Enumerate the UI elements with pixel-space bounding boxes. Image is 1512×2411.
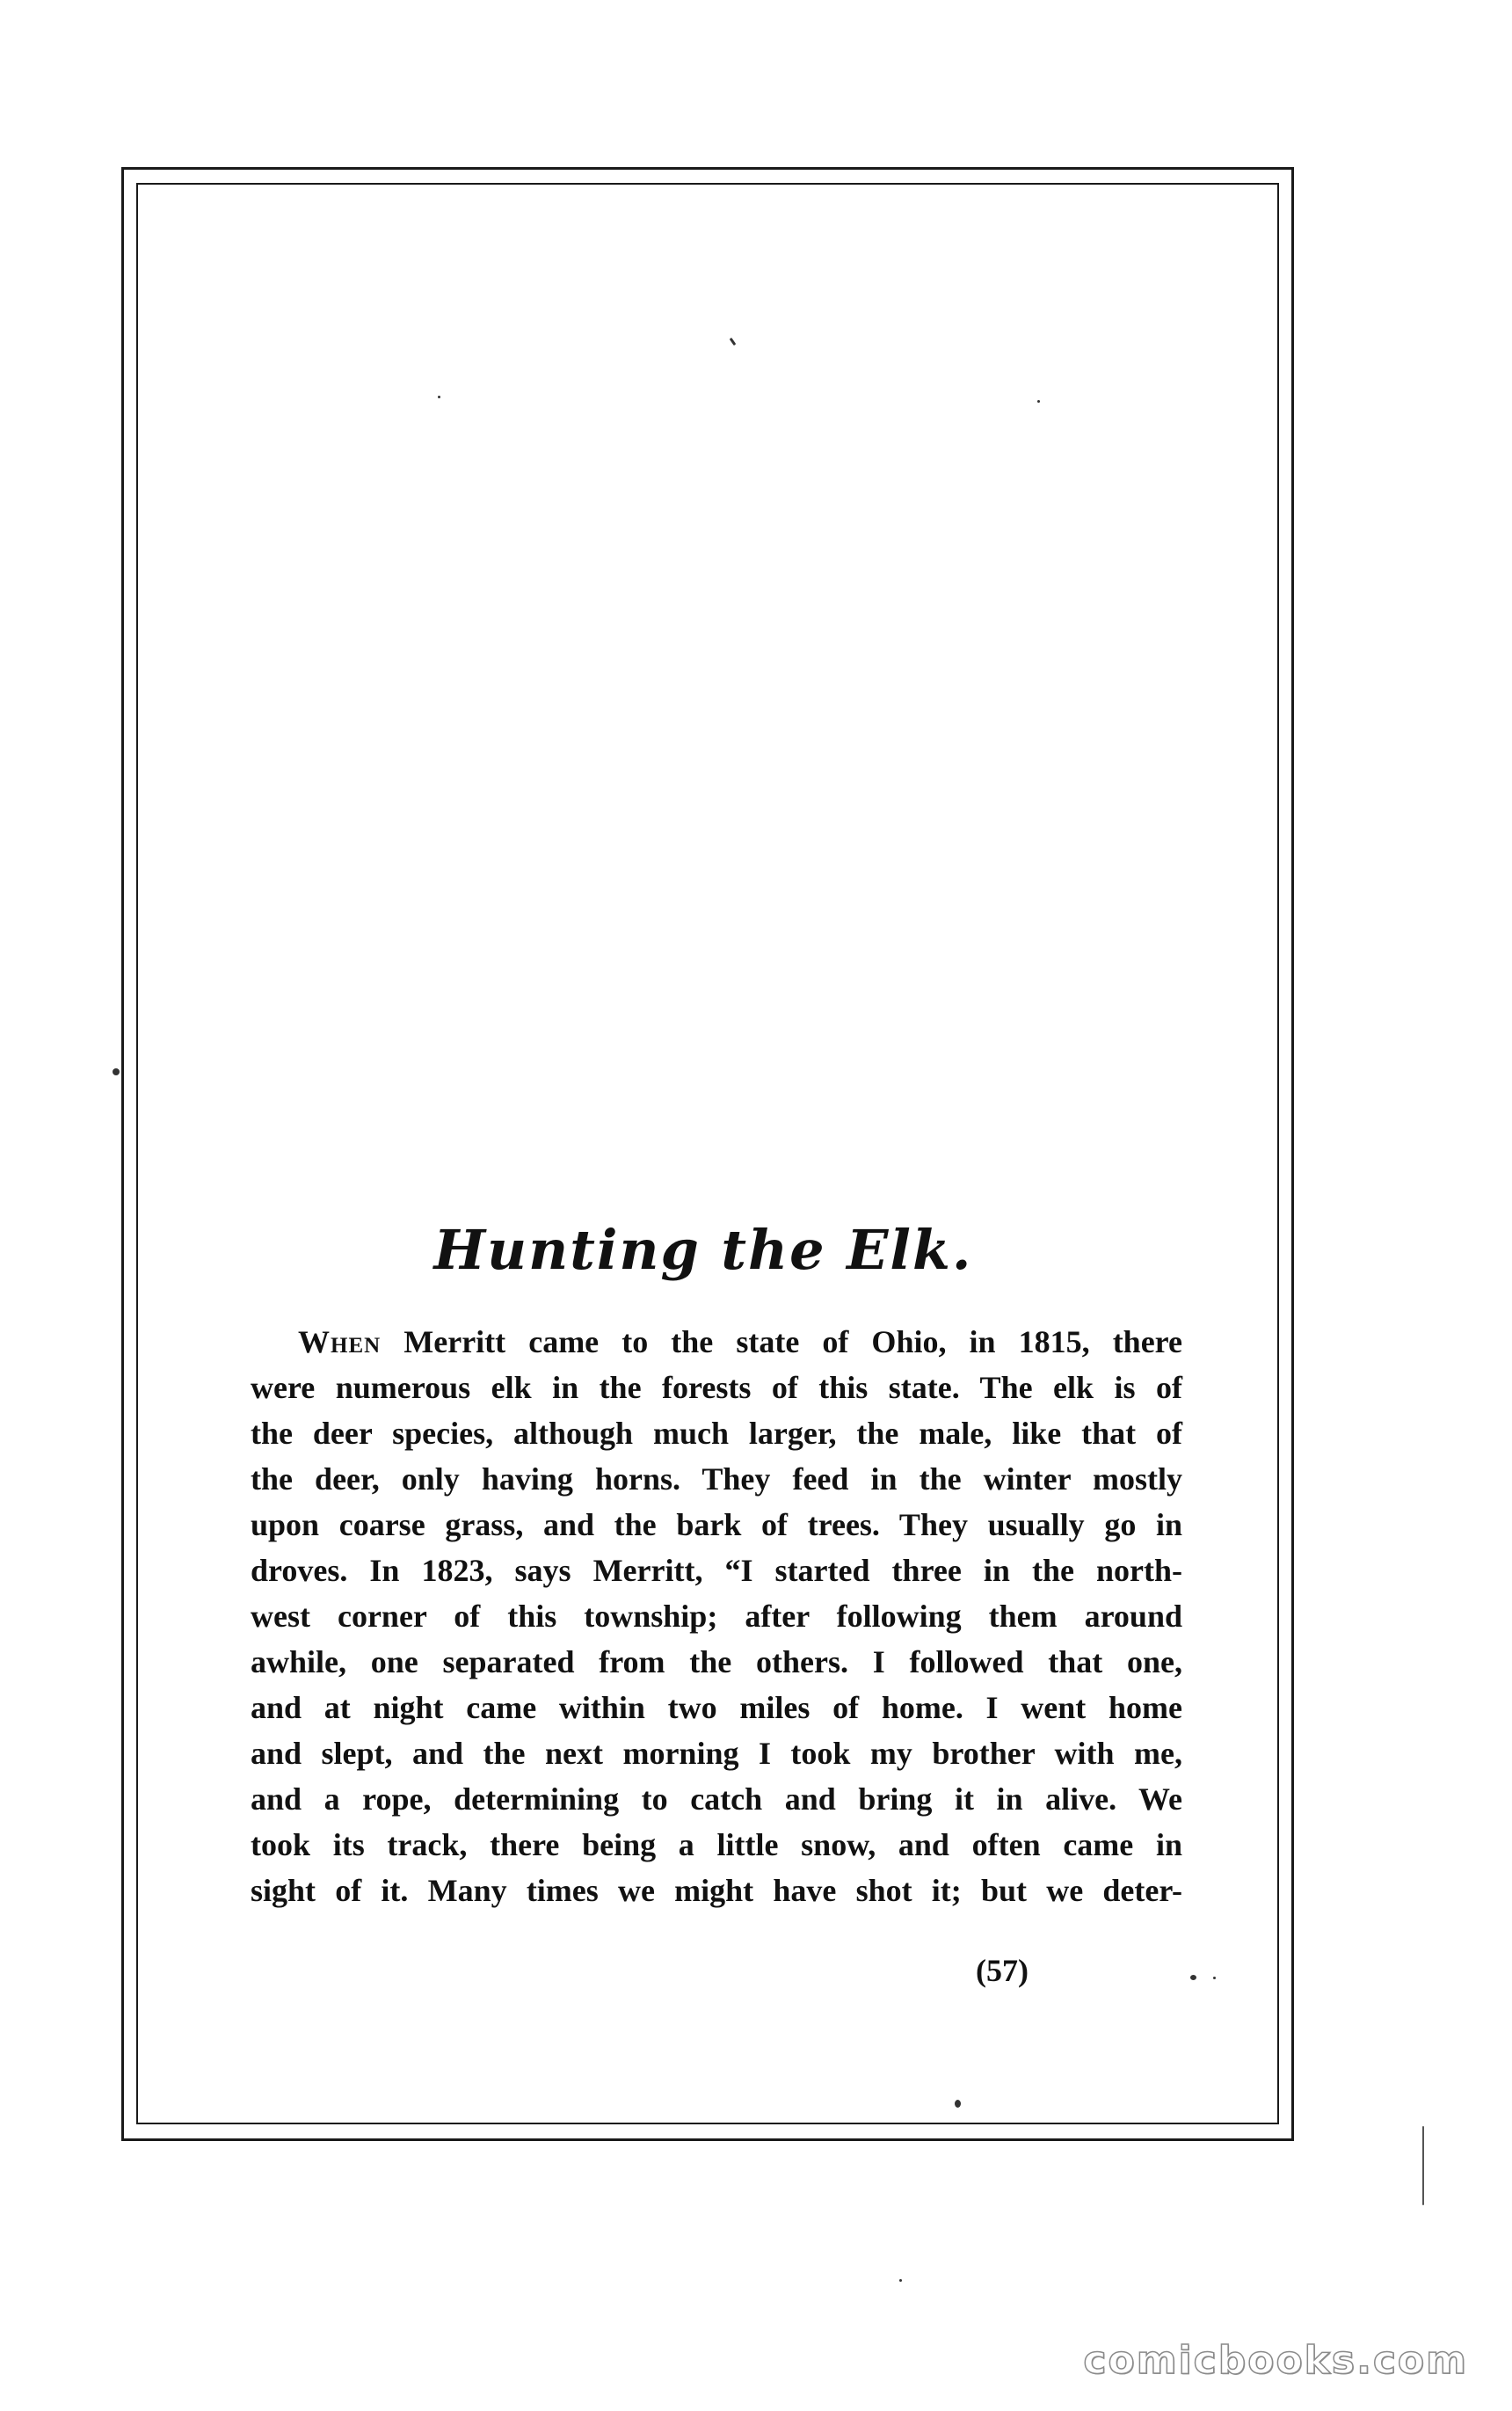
body-line [251, 1319, 1182, 1365]
scan-speck [1037, 400, 1040, 403]
body-line: were numerous elk in the forests of this state. The elk is of [251, 1370, 1182, 1405]
body-line: and at night came within two miles of home. I went home [251, 1690, 1182, 1725]
body-line: the deer species, although much larger, the male, like that of [251, 1416, 1182, 1451]
watermark: comicbooks.com [1083, 2338, 1468, 2383]
body-line: and a rope, determining to catch and bring it in alive. We [251, 1781, 1182, 1817]
scan-speck [955, 2100, 961, 2108]
body-line: and slept, and the next morning I took my brother with me, [251, 1736, 1182, 1771]
body-line: took its track, there being a little snow, and often came in [251, 1827, 1182, 1862]
body-paragraph [251, 1319, 1182, 1913]
body-line: awhile, one separated from the others. I followed that one, [251, 1644, 1182, 1679]
chapter-title: Hunting the Elk. [433, 1218, 973, 1282]
scan-speck [899, 2279, 902, 2282]
body-line: droves. In 1823, says Merritt, “I started three in the north- [251, 1553, 1182, 1588]
scan-speck [1190, 1975, 1196, 1980]
body-line: sight of it. Many times we might have shot it; but we deter- [251, 1873, 1182, 1908]
page-number: (57) [976, 1953, 1029, 1988]
lead-word: When [298, 1324, 382, 1359]
scan-speck [438, 396, 440, 398]
body-line: the deer, only having horns. They feed in the winter mostly [251, 1461, 1182, 1497]
scan-speck [113, 1068, 120, 1075]
body-line-text: Merritt came to the state of Ohio, in 1815, there [381, 1324, 1182, 1359]
scan-speck [1213, 1977, 1216, 1979]
body-line: upon coarse grass, and the bark of trees. They usually go in [251, 1507, 1182, 1542]
body-line: west corner of this township; after following them around [251, 1599, 1182, 1634]
scan-speck [1422, 2126, 1424, 2205]
